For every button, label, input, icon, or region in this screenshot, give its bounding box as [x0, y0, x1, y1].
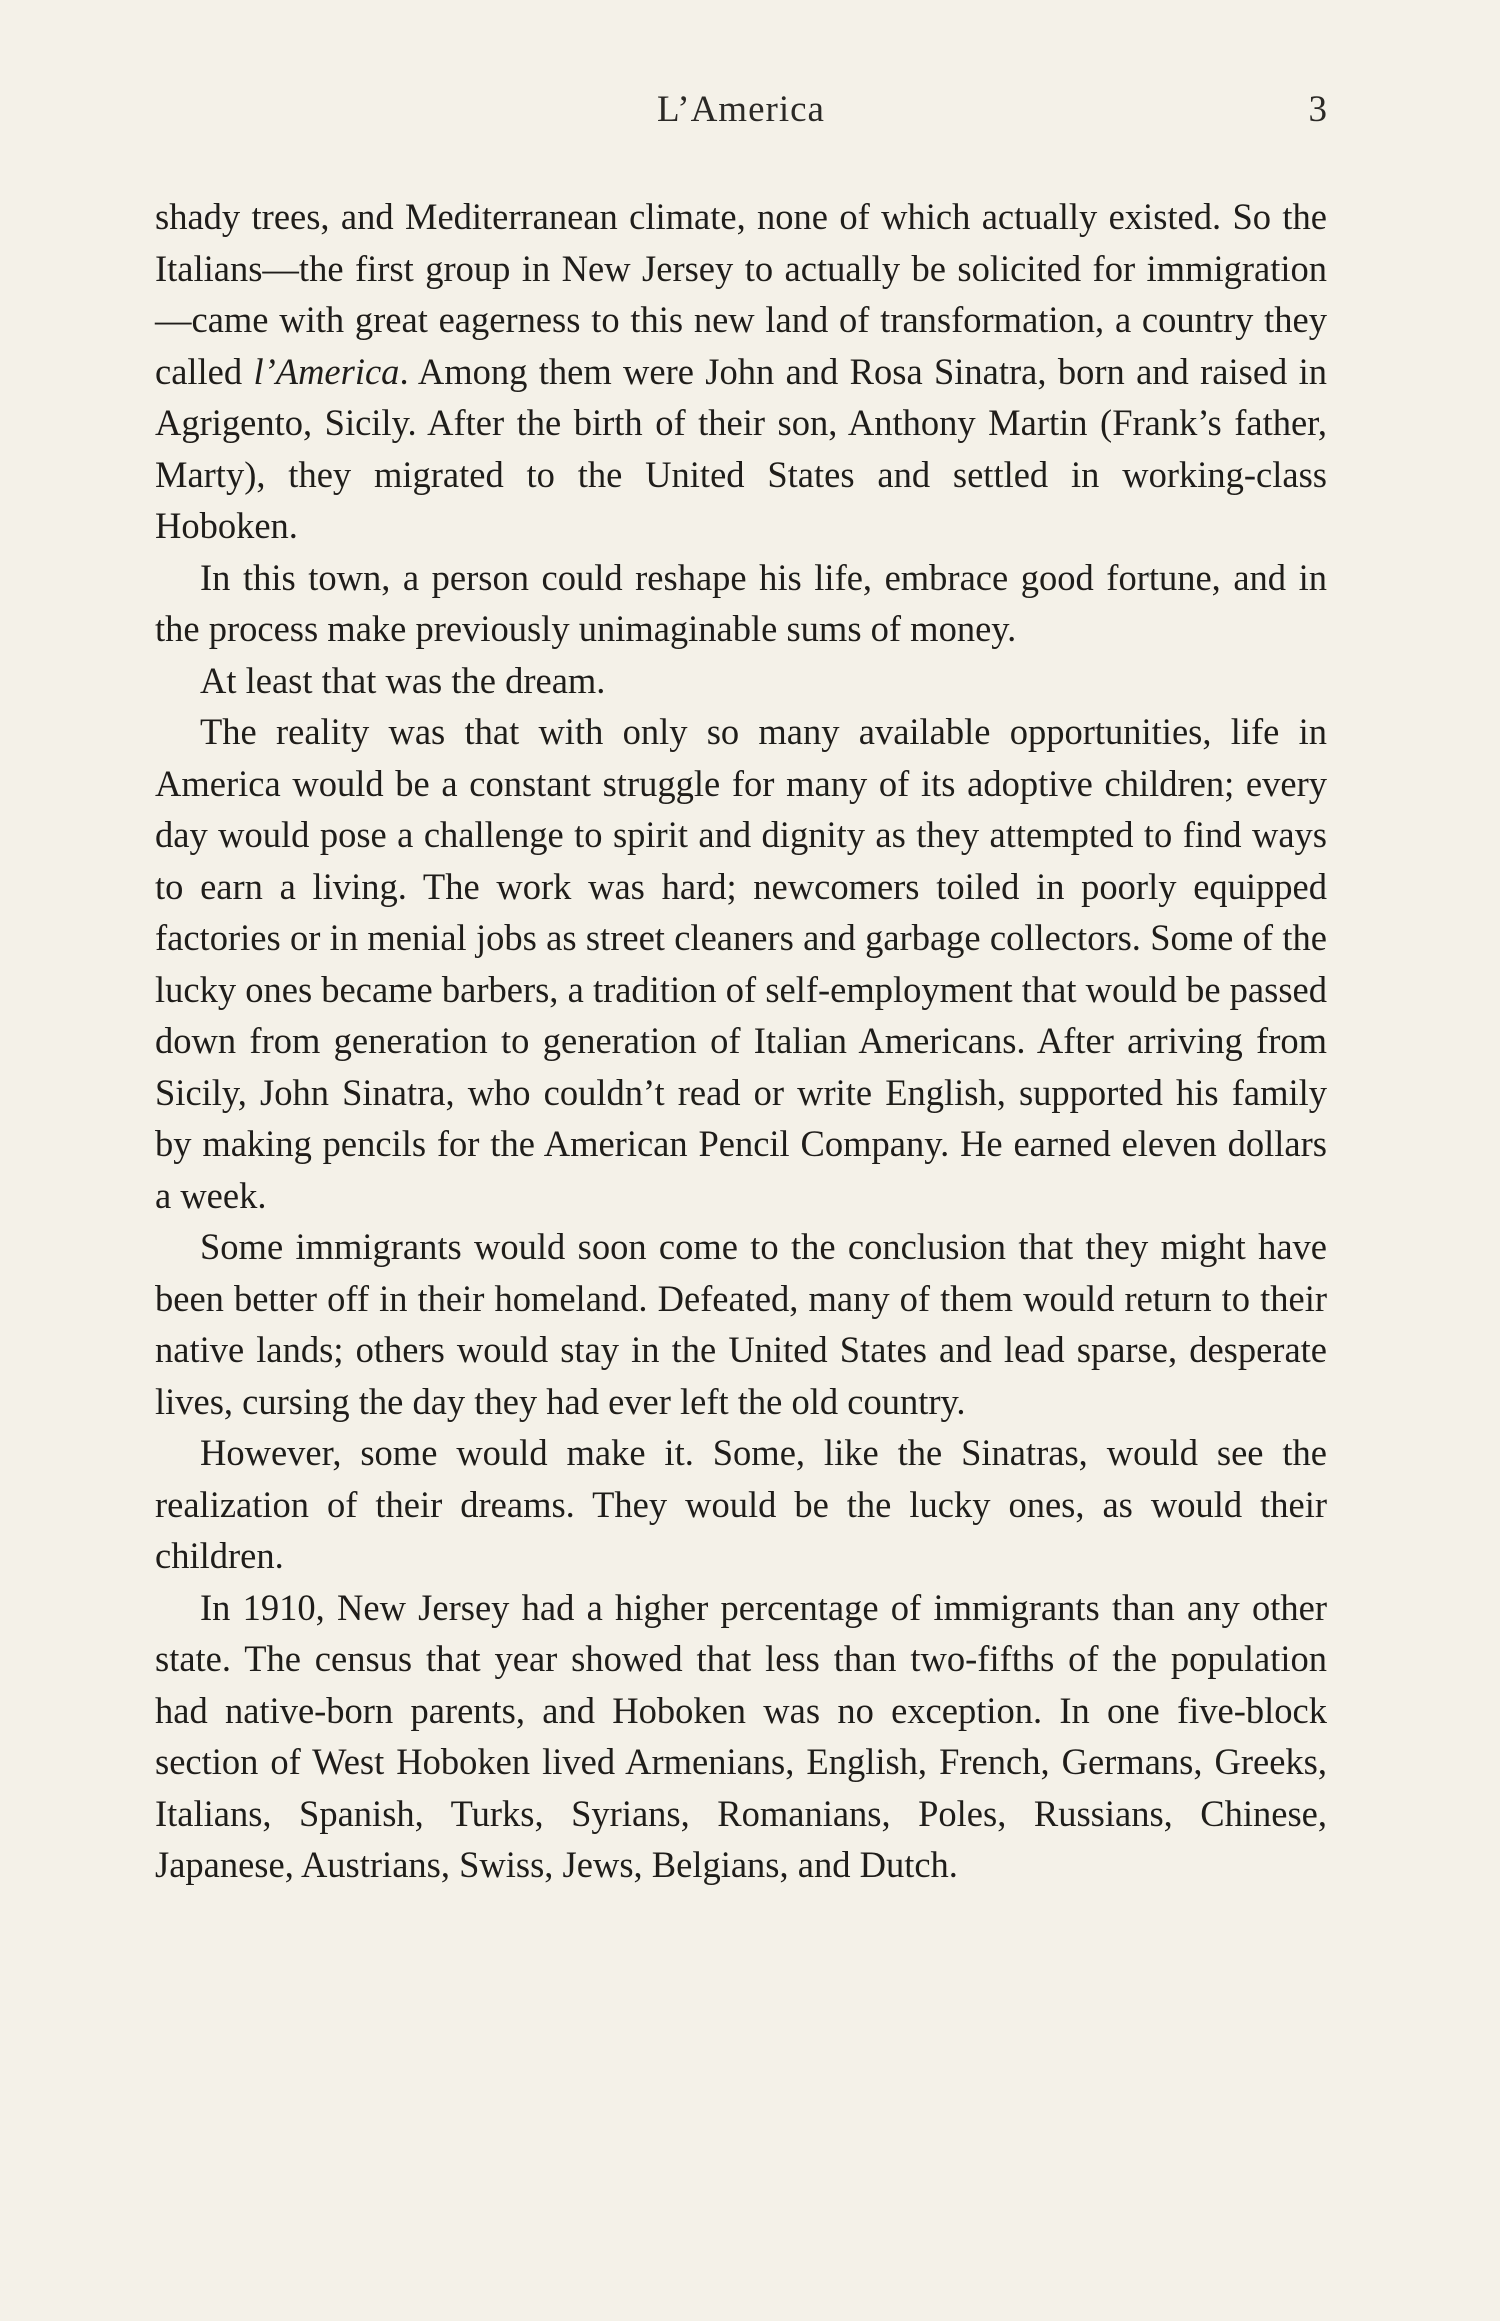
paragraph: [155, 655, 1327, 707]
running-head: [155, 88, 1327, 138]
italic-term: l’America: [253, 350, 400, 392]
paragraph: [155, 706, 1327, 1221]
paragraph-text: Some immigrants would soon come to the conclusion that they might have been better off in their homeland. Defeated, many of them would return to their native lands; others would stay in the United States and lead sparse, desperate lives, cursing the day they had ever left the old country.: [155, 1226, 1327, 1422]
paragraph: [155, 1221, 1327, 1427]
paragraph-text: However, some would make it. Some, like the Sinatras, would see the realization of their dreams. They would be the lucky ones, as would their children.: [155, 1432, 1327, 1576]
page-number: 3: [1308, 89, 1327, 130]
paragraph: [155, 191, 1327, 552]
paragraph-text: In this town, a person could reshape his life, embrace good fortune, and in the process make previously unimaginable sums of money.: [155, 556, 1327, 649]
paragraph-text: The reality was that with only so many available opportunities, life in America would be a constant struggle for many of its adoptive children; every day would pose a challenge to spirit and dignity as they attempted to find ways to earn a living. The work was hard; newcomers toiled in poorly equipped factories or in menial jobs as street cleaners and garbage collectors. Some of the lucky ones became barbers, a tradition of self-employment that would be passed down from generation to generation of Italian Americans. After arriving from Sicily, John Sinatra, who couldn’t read or write English, supported his family by making pencils for the American Pencil Company. He earned eleven dollars a week.: [155, 711, 1327, 1216]
paragraph-text: . Among them were John and Rosa Sinatra, born and raised in Agrigento, Sicily. After the birth of their son, Anthony Martin (Frank’s father, Marty), they migrated to the United States and settled in working-class Hoboken.: [155, 350, 1327, 546]
paragraph-text: shady trees, and Mediterranean climate, none of which actually existed. So the Italians—the first group in New Jersey to actually be solicited for immigration—came with great eagerness to this new land of transformation, a country they called: [155, 196, 1327, 392]
paragraph-text: At least that was the dream.: [200, 659, 606, 701]
paragraph-text: In 1910, New Jersey had a higher percentage of immigrants than any other state. The census that year showed that less than two-fifths of the population had native-born parents, and Hoboken was no exception. In one five-block section of West Hoboken lived Armenians, English, French, Germans, Greeks, Italians, Spanish, Turks, Syrians, Romanians, Poles, Russians, Chinese, Japanese, Austrians, Swiss, Jews, Belgians, and Dutch.: [155, 1586, 1327, 1885]
paragraph: [155, 552, 1327, 655]
body-text: [155, 191, 1327, 1891]
paragraph: [155, 1427, 1327, 1582]
running-title: L’America: [657, 89, 825, 130]
paragraph: [155, 1582, 1327, 1891]
